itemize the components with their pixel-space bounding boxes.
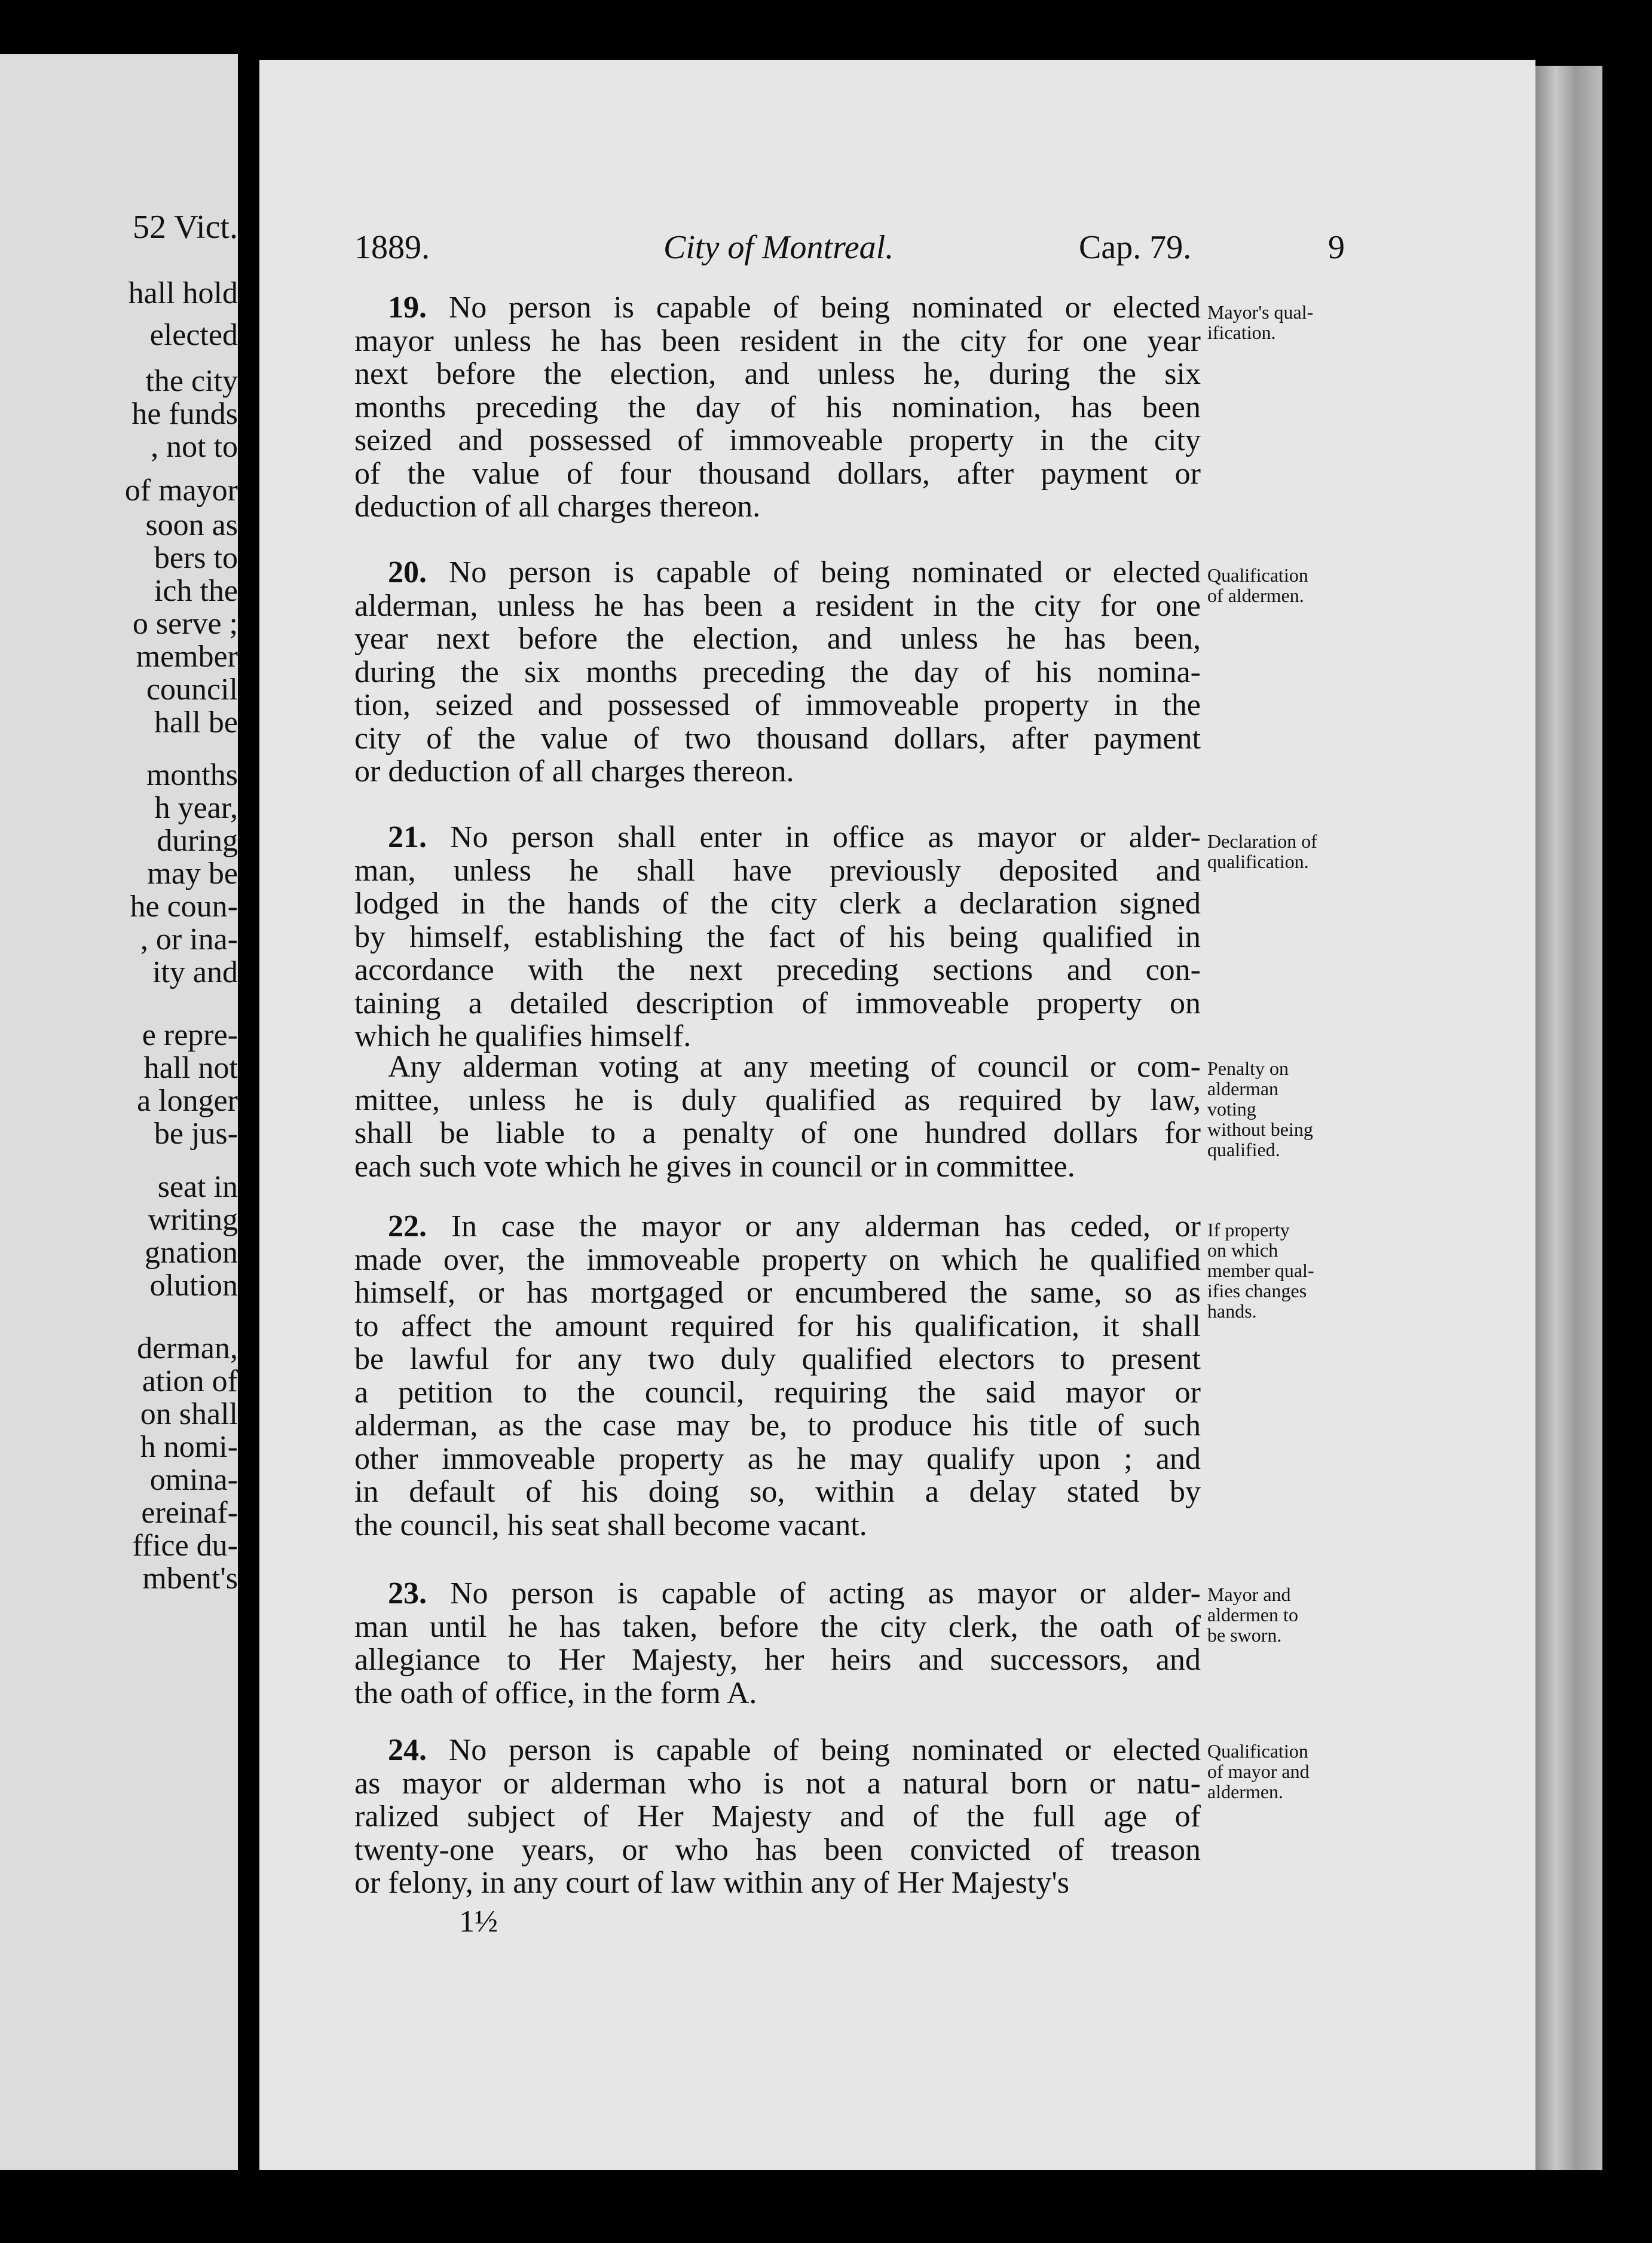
section-line (354, 1409, 1201, 1443)
margin-note-line: of aldermen. (1207, 585, 1304, 606)
section-line (354, 1117, 1201, 1150)
left-page-line: e repre- (142, 1018, 238, 1052)
left-page-line: mbent's (142, 1561, 238, 1596)
section-line (354, 556, 1201, 589)
section-line (354, 1767, 1201, 1801)
section-text: twenty-one years, or who has been convicted of treason (354, 1832, 1201, 1867)
left-page-fragment (0, 54, 238, 2170)
section-line (354, 1475, 1201, 1509)
section-text: which he qualifies himself. (354, 1019, 692, 1053)
section-text: as mayor or alderman who is not a natural born or natu- (354, 1766, 1201, 1801)
margin-note-line: member qual- (1207, 1260, 1314, 1281)
section-line (354, 1343, 1201, 1376)
section-text: year next before the election, and unless he has been, (354, 622, 1201, 656)
left-page-line: be jus- (154, 1117, 238, 1151)
margin-note (1207, 831, 1351, 872)
margin-note-line: voting (1207, 1098, 1256, 1120)
margin-note-line: be sworn. (1207, 1624, 1282, 1646)
section-21 (354, 821, 1201, 1053)
left-page-line: derman, (137, 1331, 238, 1365)
left-page-line: the city (145, 364, 238, 398)
section-line (354, 987, 1201, 1020)
margin-note-line: ification. (1207, 322, 1276, 343)
section-line (354, 457, 1201, 491)
margin-note-line: hands. (1207, 1300, 1257, 1322)
section-number: 21. (388, 820, 427, 854)
section-line (354, 1050, 1201, 1084)
section-line (354, 1376, 1201, 1410)
section-line (354, 490, 1201, 524)
section-line (354, 954, 1201, 987)
margin-note (1207, 1058, 1351, 1160)
section-line (354, 1577, 1201, 1611)
section-text: to affect the amount required for his qualification, it shall (354, 1309, 1201, 1343)
section-line (354, 1020, 1201, 1053)
section-text: or deduction of all charges thereon. (354, 754, 794, 789)
section-line (354, 1310, 1201, 1343)
left-page-line: ich the (154, 574, 238, 608)
left-page-line: of mayor (124, 473, 238, 508)
section-number: 19. (388, 291, 427, 325)
section-line (354, 1509, 1201, 1542)
left-page-line: , not to (151, 430, 238, 464)
left-page-line: council (146, 673, 238, 707)
left-running-head: 52 Vict. (132, 209, 238, 246)
section-line (354, 391, 1201, 424)
left-page-line: on shall (140, 1397, 238, 1431)
section-text: man until he has taken, before the city clerk, the oath of (354, 1609, 1201, 1644)
left-page-line: bers to (154, 541, 238, 575)
section-text: other immoveable property as he may qualify upon ; and (354, 1441, 1201, 1476)
left-page-line: ereinaf- (141, 1496, 238, 1530)
margin-note (1207, 1584, 1351, 1645)
section-text: deduction of all charges thereon. (354, 490, 761, 524)
section-22 (354, 1210, 1201, 1542)
section-text: the council, his seat shall become vacant. (354, 1508, 867, 1542)
section-line (354, 854, 1201, 888)
margin-note-line: on which (1207, 1239, 1278, 1261)
section-line (354, 921, 1201, 954)
section-text: made over, the immoveable property on which he qualified (354, 1242, 1201, 1277)
header-chapter: Cap. 79. (1079, 229, 1192, 266)
section-number: 24. (388, 1733, 427, 1767)
margin-note-line: Qualification (1207, 1740, 1308, 1762)
left-page-line: seat in (157, 1170, 238, 1204)
section-text: alderman, as the case may be, to produce his title of such (354, 1408, 1201, 1443)
section-line (354, 1866, 1201, 1900)
section-line (354, 1734, 1201, 1767)
section-text: man, unless he shall have previously deposited and (354, 853, 1201, 888)
margin-note-line: aldermen. (1207, 1781, 1284, 1802)
left-page-line: a longer (137, 1084, 238, 1118)
left-page-line: during (157, 824, 238, 858)
section-line (354, 689, 1201, 722)
section-text: No person is capable of acting as mayor or alder- (449, 1576, 1201, 1611)
section-text: tion, seized and possessed of immoveable property in the (354, 688, 1201, 722)
signature-mark: 1½ (459, 1905, 498, 1939)
left-page-line: , or ina- (140, 922, 238, 957)
section-21-penalty (354, 1050, 1201, 1183)
section-23 (354, 1577, 1201, 1710)
left-page-line: member (136, 640, 238, 674)
section-text: shall be liable to a penalty of one hundred dollars for (354, 1116, 1201, 1150)
margin-note-line: ifies changes (1207, 1280, 1307, 1301)
left-page-line: he coun- (130, 890, 238, 924)
section-text: next before the election, and unless he, during the six (354, 357, 1201, 391)
margin-note-line: qualified. (1207, 1139, 1280, 1160)
section-line (354, 589, 1201, 623)
section-line (354, 1443, 1201, 1476)
left-page-line: hall hold (128, 276, 238, 310)
section-line (354, 1800, 1201, 1833)
margin-note-line: Mayor's qual- (1207, 301, 1314, 323)
left-page-line: soon as (145, 508, 238, 542)
section-line (354, 755, 1201, 789)
left-page-line: elected (149, 318, 238, 352)
section-text: alderman, unless he has been a resident in the city for one (354, 588, 1201, 623)
section-line (354, 622, 1201, 656)
section-line (354, 424, 1201, 457)
section-line (354, 1084, 1201, 1117)
left-page-line: may be (147, 857, 238, 891)
section-text: allegiance to Her Majesty, her heirs and successors, and (354, 1643, 1201, 1677)
section-line (354, 357, 1201, 391)
margin-note (1207, 565, 1351, 606)
section-text: No person is capable of being nominated or elected (448, 291, 1201, 325)
left-page-line: hall not (143, 1051, 238, 1085)
section-19 (354, 291, 1201, 524)
left-page-line: writing (148, 1203, 238, 1237)
margin-note-line: If property (1207, 1219, 1290, 1240)
section-line (354, 1611, 1201, 1644)
book-gutter (238, 54, 259, 2170)
section-24 (354, 1734, 1201, 1900)
left-page-line: ation of (142, 1364, 238, 1398)
left-page-line: h nomi- (140, 1430, 238, 1464)
section-text: or felony, in any court of law within any of Her Majesty's (354, 1866, 1069, 1900)
left-page-line: o serve ; (132, 607, 238, 641)
section-line (354, 821, 1201, 854)
margin-note (1207, 1741, 1351, 1802)
section-line (354, 1150, 1201, 1184)
section-text: ralized subject of Her Majesty and of the full age of (354, 1799, 1201, 1833)
left-page-line: omina- (149, 1463, 238, 1497)
section-line (354, 722, 1201, 756)
margin-note-line: Qualification (1207, 564, 1308, 586)
left-page-line: months (146, 758, 238, 792)
section-text: the oath of office, in the form A. (354, 1676, 757, 1710)
page-edges (1535, 66, 1602, 2170)
section-text: of the value of four thousand dollars, after payment or (354, 456, 1201, 491)
section-line (354, 1276, 1201, 1310)
section-number: 20. (388, 555, 427, 589)
section-line (354, 1833, 1201, 1867)
margin-note (1207, 1220, 1351, 1321)
section-text: accordance with the next preceding sections and con- (354, 953, 1201, 987)
left-page-line: he funds (131, 397, 238, 431)
section-line (354, 1677, 1201, 1710)
margin-note-line: of mayor and (1207, 1761, 1310, 1782)
section-text: by himself, establishing the fact of his being qualified in (354, 919, 1201, 954)
section-line (354, 656, 1201, 689)
margin-note-line: without being (1207, 1119, 1313, 1140)
margin-note-line: alderman (1207, 1078, 1279, 1099)
left-page-line: ity and (152, 955, 238, 989)
section-text: No person is capable of being nominated or elected (448, 1733, 1201, 1767)
left-page-line: olution (149, 1269, 238, 1303)
margin-note (1207, 302, 1351, 343)
section-text: mittee, unless he is duly qualified as required by law, (354, 1083, 1201, 1117)
section-text: a petition to the council, requiring the said mayor or (354, 1375, 1201, 1410)
section-text: taining a detailed description of immoveable property on (354, 986, 1201, 1020)
section-line (354, 1243, 1201, 1277)
page-number: 9 (1328, 229, 1345, 266)
header-title: City of Montreal. (663, 229, 894, 266)
section-line (354, 887, 1201, 921)
section-text: Any alderman voting at any meeting of council or com- (388, 1050, 1201, 1084)
section-text: each such vote which he gives in council or in committee. (354, 1149, 1075, 1184)
section-line (354, 325, 1201, 358)
section-text: In case the mayor or any alderman has ceded, or (451, 1209, 1201, 1243)
section-text: seized and possessed of immoveable property in the city (354, 423, 1201, 457)
section-text: during the six months preceding the day of his nomina- (354, 655, 1201, 689)
section-line (354, 291, 1201, 325)
section-text: No person is capable of being nominated or elected (448, 555, 1201, 589)
left-page-line: gnation (145, 1236, 238, 1270)
section-number: 23. (388, 1576, 427, 1611)
section-line (354, 1643, 1201, 1677)
left-page-line: ffice du- (132, 1529, 238, 1563)
section-text: No person shall enter in office as mayor or alder- (450, 820, 1201, 854)
left-page-line: h year, (154, 791, 238, 825)
section-text: be lawful for any two duly qualified electors to present (354, 1342, 1201, 1376)
section-text: in default of his doing so, within a delay stated by (354, 1475, 1201, 1509)
section-text: mayor unless he has been resident in the city for one year (354, 323, 1201, 358)
section-text: months preceding the day of his nomination, has been (354, 390, 1201, 424)
section-text: lodged in the hands of the city clerk a declaration signed (354, 887, 1201, 921)
left-page-line: hall be (154, 705, 238, 739)
margin-note-line: Declaration of (1207, 830, 1317, 852)
header-year: 1889. (354, 229, 430, 266)
section-number: 22. (388, 1209, 427, 1243)
margin-note-line: aldermen to (1207, 1604, 1298, 1625)
section-text: himself, or has mortgaged or encumbered the same, so as (354, 1276, 1201, 1310)
section-20 (354, 556, 1201, 789)
margin-note-line: Mayor and (1207, 1584, 1291, 1605)
margin-note-line: qualification. (1207, 851, 1309, 872)
margin-note-line: Penalty on (1207, 1058, 1289, 1079)
section-line (354, 1210, 1201, 1243)
section-text: city of the value of two thousand dollars, after payment (354, 721, 1201, 756)
